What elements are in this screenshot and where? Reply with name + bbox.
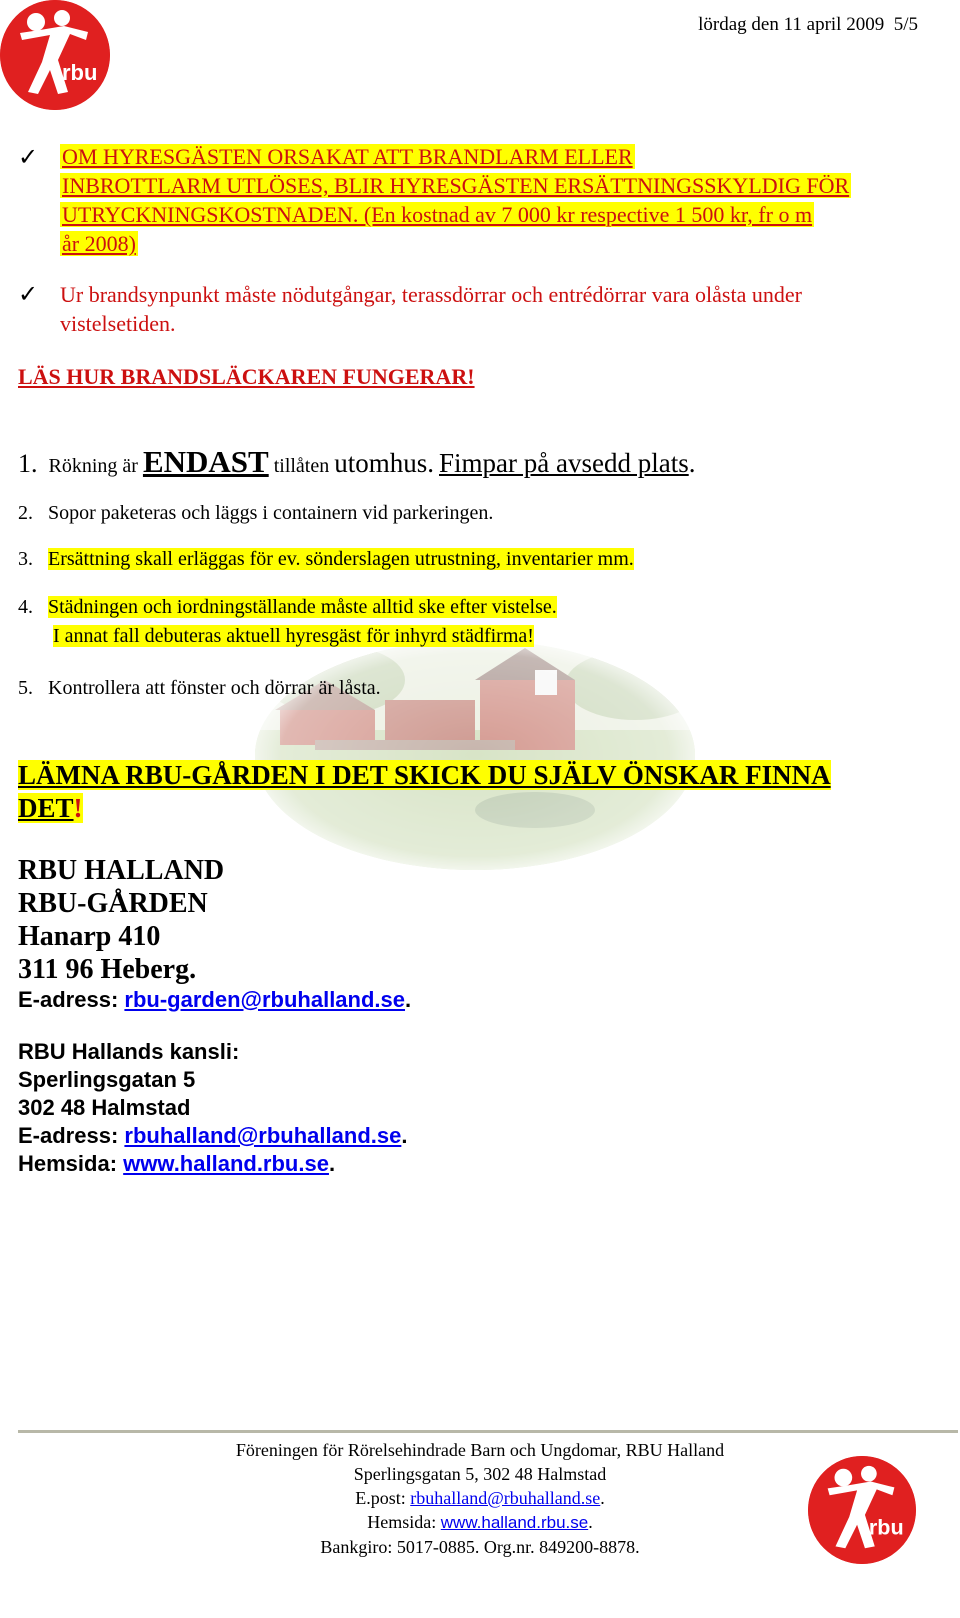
page-number: 5/5 [893,14,918,35]
leave-heading-line1: LÄMNA RBU-GÅRDEN I DET SKICK DU SJÄLV ÖNSKAR FINNA [18,760,831,790]
rule-4 [18,593,557,651]
footer-email-end: . [600,1488,605,1508]
office-web-link[interactable]: www.halland.rbu.se [123,1151,329,1176]
rule-2 [18,502,493,525]
address-office-line1: RBU Hallands kansli: [18,1039,240,1064]
checkmark-icon: ✓ [18,282,39,308]
address-office-line3: 302 48 Halmstad [18,1095,191,1120]
rbu-logo [0,0,110,110]
email-label: E-adress: [18,987,119,1012]
address-farm [18,854,411,1014]
footer-web-link[interactable]: www.halland.rbu.se [440,1513,589,1532]
email-end: . [405,987,412,1012]
footer-web-end: . [588,1512,593,1532]
web-label: Hemsida: [18,1151,118,1176]
rule-1 [18,444,695,480]
email-end: . [401,1123,408,1148]
leave-heading-exclamation: ! [73,793,83,823]
bullet-alarm-line2: INBROTTLARM UTLÖSES, BLIR HYRESGÄSTEN ERSÄTTNINGSSKYLDIG FÖR [62,173,850,198]
farm-email-link[interactable]: rbu-garden@rbuhalland.se [124,987,406,1012]
rule-1-text-f: . [688,448,696,478]
rbu-logo-graphic [0,0,110,110]
rbu-logo-footer [808,1456,916,1564]
bullet-exits [60,280,802,338]
footer-line1: Föreningen för Rörelsehindrade Barn och Ungdomar, RBU Halland [235,1440,725,1460]
rule-1-text-e: Fimpar på avsedd plats [439,448,689,478]
address-farm-email-row [18,986,411,1014]
leave-heading [18,759,831,825]
footer-line5: Bankgiro: 5017-0885. Org.nr. 849200-8878. [320,1537,640,1557]
footer-web-label: Hemsida: [367,1512,437,1532]
bullet-alarm-line4: år 2008) [62,231,136,256]
rule-5-text: Kontrollera att fönster och dörrar är låsta. [48,677,381,699]
address-office-email-row [18,1122,407,1150]
rule-3 [18,548,634,571]
rule-3-text: Ersättning skall erläggas för ev. sönderslagen utrustning, inventarier mm. [48,548,634,570]
footer-line2: Sperlingsgatan 5, 302 48 Halmstad [353,1464,607,1484]
rule-1-emphasis: ENDAST [142,444,269,479]
address-farm-line3: Hanarp 410 [18,921,161,952]
bullet-exits-line2: vistelsetiden. [60,311,176,336]
header-date [698,14,918,36]
rule-1-number: 1. [18,449,38,478]
leave-heading-line2: DET [18,793,74,823]
rule-4-line1: Städningen och iordningställande måste alltid ske efter vistelse. [48,596,557,618]
footer-email-link[interactable]: rbuhalland@rbuhalland.se [410,1488,601,1508]
rule-2-text: Sopor paketeras och läggs i containern vid parkeringen. [48,502,494,524]
rule-4-line2: I annat fall debuteras aktuell hyresgäst för inhyrd städfirma! [53,625,534,647]
office-email-link[interactable]: rbuhalland@rbuhalland.se [124,1123,402,1148]
bullet-exits-line1: Ur brandsynpunkt måste nödutgångar, terassdörrar och entrédörrar vara olåsta under [60,282,802,307]
rule-1-text-a: Rökning är [48,455,138,477]
bullet-alarm [60,142,851,258]
rule-3-number: 3. [18,548,33,570]
address-farm-line4: 311 96 Heberg. [18,954,197,985]
rule-2-number: 2. [18,502,33,524]
bullet-alarm-line3: UTRYCKNINGSKOSTNADEN. (En kostnad av 7 000 kr respective 1 500 kr, fr o m [62,202,813,227]
rbu-logo-footer-graphic [808,1456,916,1564]
rule-1-text-d: utomhus. [334,448,435,478]
address-farm-line1: RBU HALLAND [18,855,225,886]
footer-divider [18,1430,958,1433]
web-end: . [328,1151,336,1176]
address-farm-line2: RBU-GÅRDEN [18,888,208,919]
farm-watermark-image [255,640,695,870]
address-office [18,1038,407,1178]
rule-1-text-c: tillåten [273,455,330,477]
address-office-line2: Sperlingsgatan 5 [18,1067,196,1092]
rule-5-number: 5. [18,677,33,699]
address-office-web-row [18,1150,407,1178]
email-label: E-adress: [18,1123,119,1148]
bullet-alarm-line1: OM HYRESGÄSTEN ORSAKAT ATT BRANDLARM ELLER [62,144,633,169]
date-text: lördag den 11 april 2009 [698,14,885,35]
checkmark-icon: ✓ [18,145,39,171]
rule-5 [18,677,381,700]
svg-text:rbu: rbu [868,1514,904,1540]
extinguisher-heading: LÄS HUR BRANDSLÄCKAREN FUNGERAR! [18,364,475,389]
rule-4-number: 4. [18,596,33,618]
svg-text:rbu: rbu [62,60,98,85]
footer-email-label: E.post: [355,1488,406,1508]
